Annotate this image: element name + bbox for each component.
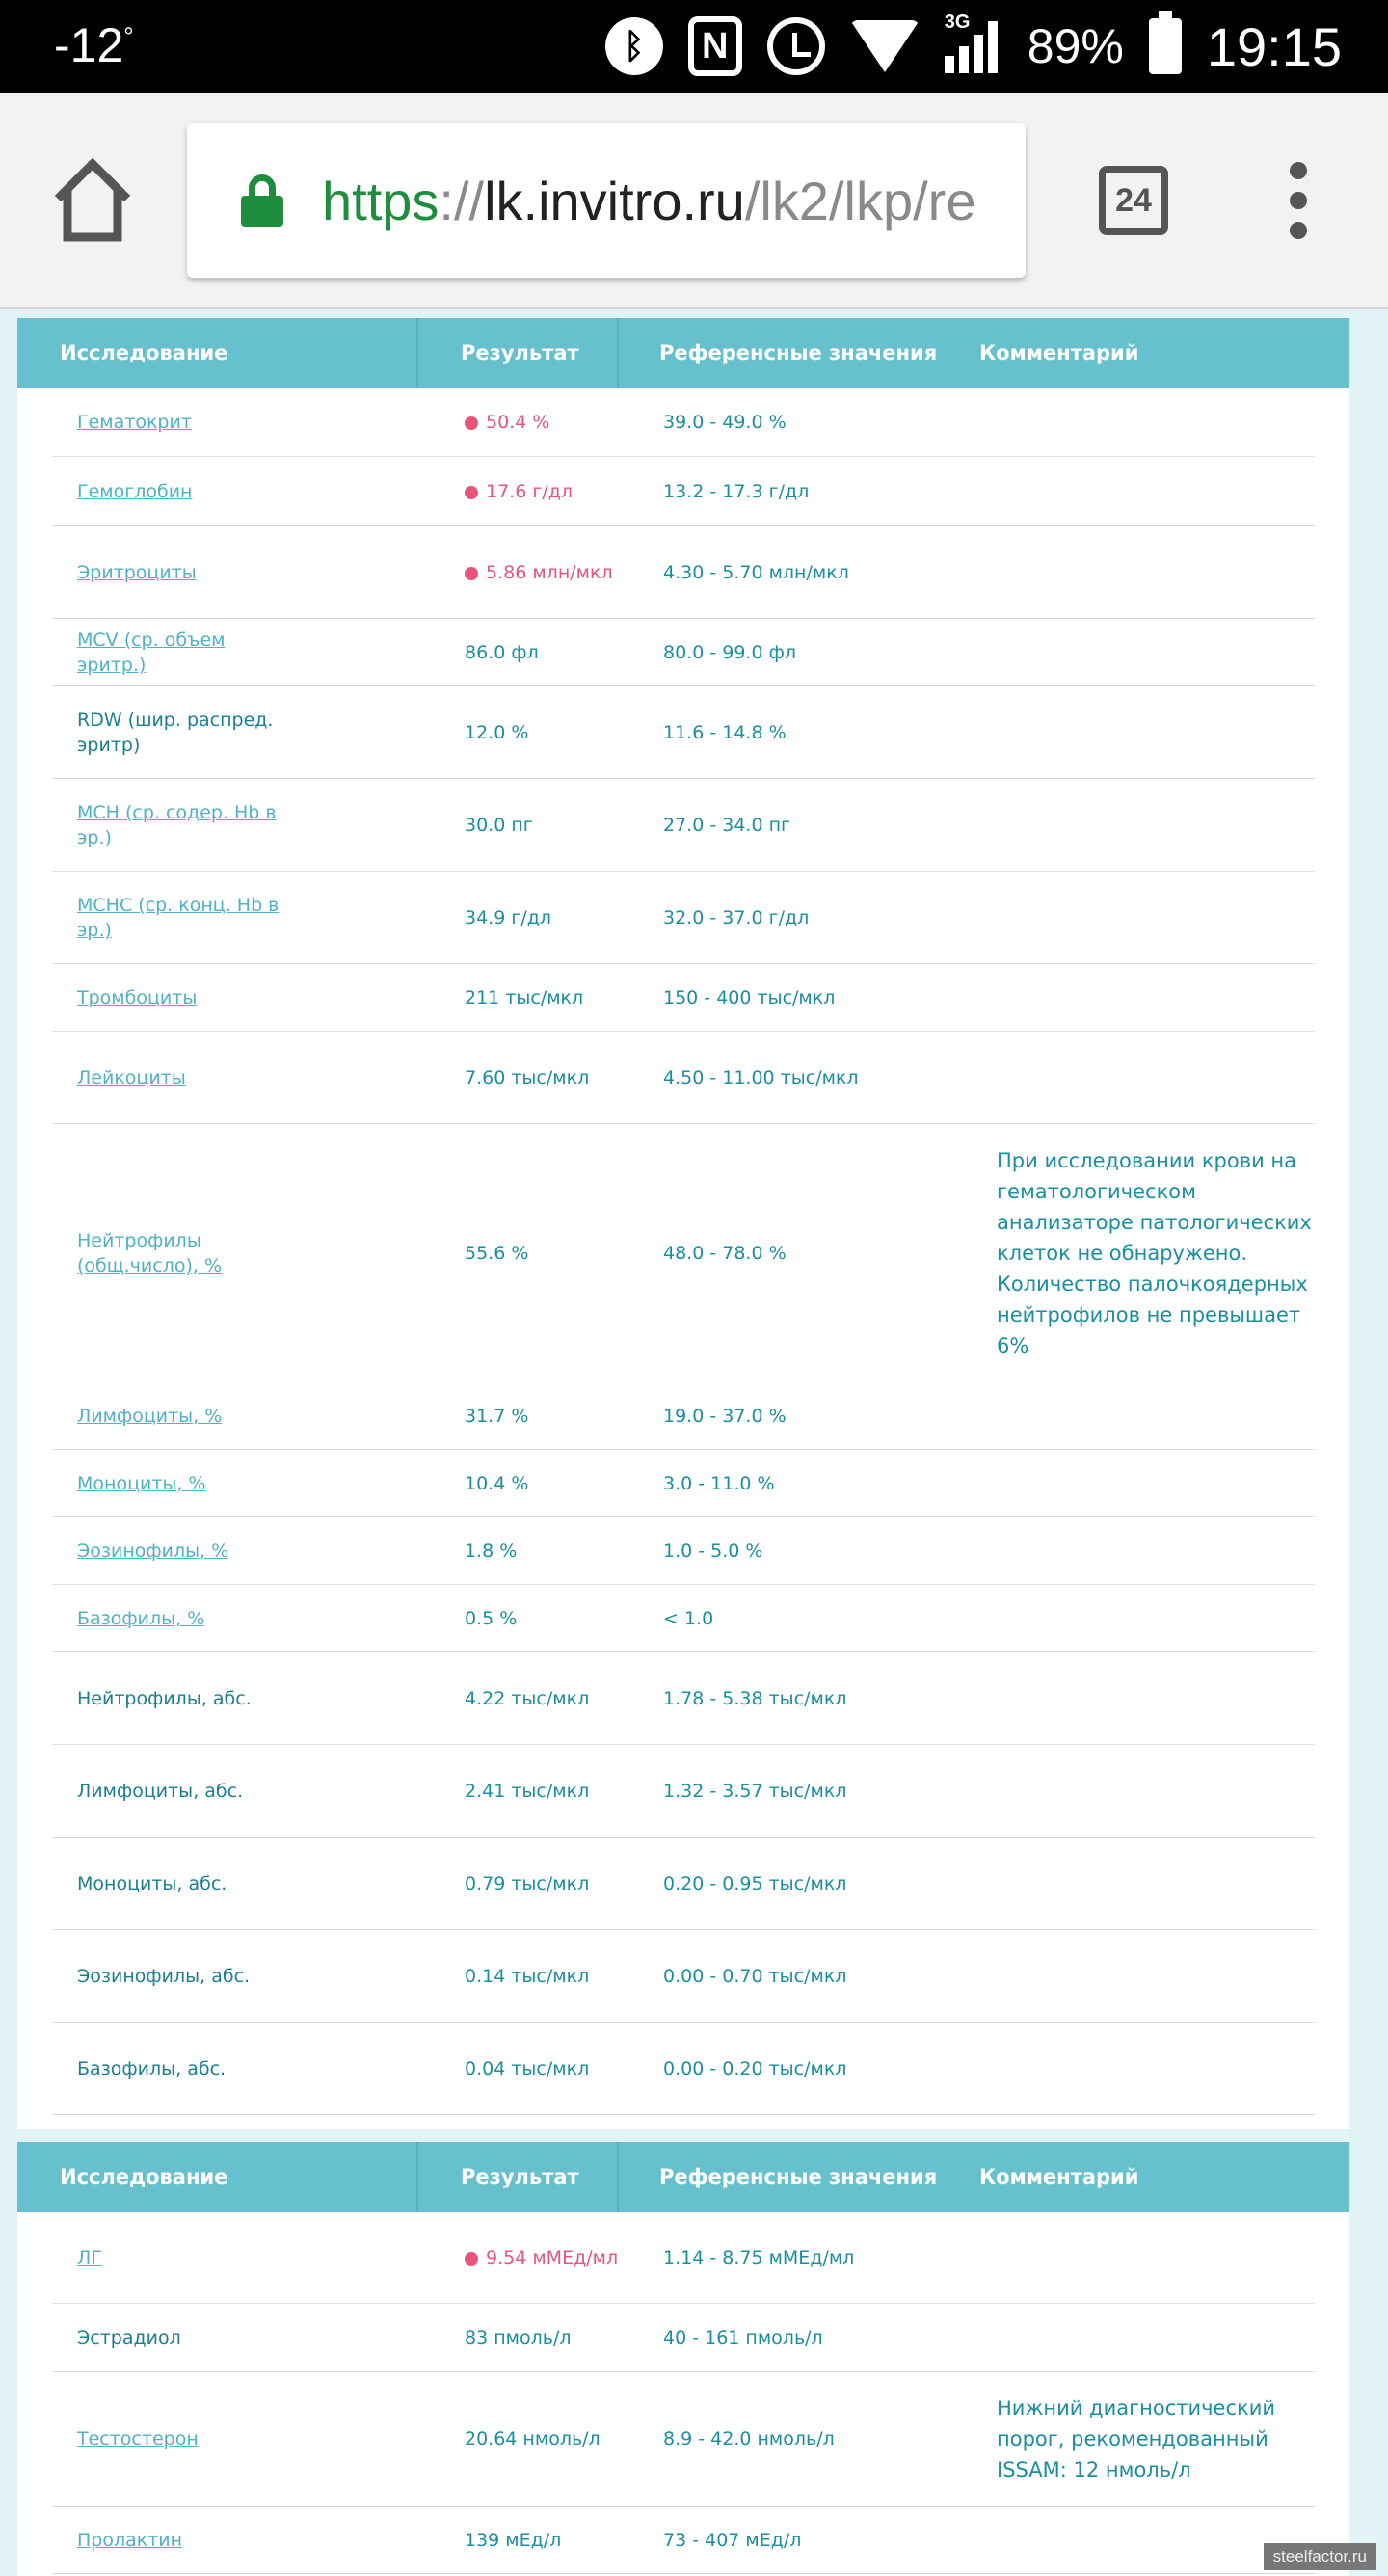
table-row xyxy=(52,1382,1315,1450)
result-value: 0.14 тыс/мкл xyxy=(465,1966,590,1987)
study-name-link[interactable]: ЛГ xyxy=(77,2247,102,2268)
reference-range: 39.0 - 49.0 % xyxy=(663,412,787,433)
table-row xyxy=(52,2212,1315,2304)
result-value: 83 пмоль/л xyxy=(465,2327,572,2348)
table-row xyxy=(52,1585,1315,1652)
more-menu-icon[interactable] xyxy=(1284,162,1313,239)
reference-range: 11.6 - 14.8 % xyxy=(663,722,787,743)
reference-range: 0.00 - 0.20 тыс/мкл xyxy=(663,2058,847,2080)
status-temperature: -12° xyxy=(54,18,134,72)
results-table-cbc xyxy=(17,318,1349,2129)
table-row xyxy=(52,1032,1315,1124)
table-header xyxy=(17,2142,1349,2212)
table-row xyxy=(52,964,1315,1032)
result-value: 30.0 пг xyxy=(465,815,533,836)
study-name: Эозинофилы, абс. xyxy=(77,1966,251,1987)
reference-range: 150 - 400 тыс/мкл xyxy=(663,987,836,1008)
study-name-link[interactable]: Гематокрит xyxy=(77,412,192,433)
table-row xyxy=(52,2372,1315,2507)
header-study: Исследование xyxy=(60,341,228,364)
table-row xyxy=(52,1124,1315,1382)
comment-text: При исследовании крови на гематологическом анализаторе патологических клеток не обнаружено. Количество палочкоядерных нейтрофилов не превышает 6% xyxy=(997,1149,1312,1357)
study-name-link[interactable]: MCHC (ср. конц. Hb в эр.) xyxy=(77,895,280,941)
result-value: 86.0 фл xyxy=(465,642,539,663)
result-value: 0.79 тыс/мкл xyxy=(465,1873,590,1894)
study-name-link[interactable]: Базофилы, % xyxy=(77,1608,205,1629)
table-row xyxy=(52,872,1315,964)
reference-range: 73 - 407 мЕд/л xyxy=(663,2530,802,2551)
page-content xyxy=(0,310,1388,2576)
study-name: Базофилы, абс. xyxy=(77,2058,227,2080)
study-name-link[interactable]: Гемоглобин xyxy=(77,481,193,502)
header-result: Результат xyxy=(461,2165,579,2188)
study-name: Моноциты, абс. xyxy=(77,1873,227,1894)
header-comment: Комментарий xyxy=(979,2165,1139,2188)
lock-icon xyxy=(241,174,283,227)
reference-range: 13.2 - 17.3 г/дл xyxy=(663,481,810,502)
table-row xyxy=(52,1652,1315,1745)
reference-range: 4.50 - 11.00 тыс/мкл xyxy=(663,1067,859,1088)
reference-range: 0.00 - 0.70 тыс/мкл xyxy=(663,1966,847,1987)
result-value-abnormal: 50.4 % xyxy=(465,410,638,435)
table-row xyxy=(52,457,1315,526)
study-name-link[interactable]: Тромбоциты xyxy=(77,987,198,1008)
result-value: 139 мЕд/л xyxy=(465,2530,562,2551)
url-text: https://lk.invitro.ru/lk2/lkp/re xyxy=(322,170,976,231)
reference-range: 1.14 - 8.75 мМЕд/мл xyxy=(663,2247,855,2268)
alarm-icon xyxy=(767,17,825,75)
header-study: Исследование xyxy=(60,2165,228,2188)
study-name-link[interactable]: Эритроциты xyxy=(77,562,197,583)
reference-range: 3.0 - 11.0 % xyxy=(663,1473,775,1494)
watermark: steelfactor.ru xyxy=(1264,2543,1376,2570)
study-name-link[interactable]: MCV (ср. объем эритр.) xyxy=(77,630,226,676)
battery-percent: 89% xyxy=(1027,19,1124,73)
study-name: Лимфоциты, абс. xyxy=(77,1781,244,1802)
table-row xyxy=(52,526,1315,619)
study-name-link[interactable]: Лейкоциты xyxy=(77,1067,186,1088)
table-rows xyxy=(17,2212,1349,2574)
reference-range: 1.32 - 3.57 тыс/мкл xyxy=(663,1781,847,1802)
study-name-link[interactable]: Лимфоциты, % xyxy=(77,1406,223,1427)
results-table-hormones xyxy=(17,2142,1349,2576)
table-row xyxy=(52,2507,1315,2574)
network-type-label: 3G xyxy=(944,12,971,33)
reference-range: 40 - 161 пмоль/л xyxy=(663,2327,823,2348)
result-value: 211 тыс/мкл xyxy=(465,987,584,1008)
header-result: Результат xyxy=(461,341,579,364)
result-value-abnormal: 17.6 г/дл xyxy=(465,479,638,504)
reference-range: 8.9 - 42.0 нмоль/л xyxy=(663,2428,835,2450)
browser-toolbar xyxy=(0,93,1388,309)
table-row xyxy=(52,2023,1315,2115)
reference-range: 0.20 - 0.95 тыс/мкл xyxy=(663,1873,847,1894)
table-header xyxy=(17,318,1349,388)
reference-range: 27.0 - 34.0 пг xyxy=(663,815,790,836)
result-value: 31.7 % xyxy=(465,1406,529,1427)
result-value: 7.60 тыс/мкл xyxy=(465,1067,590,1088)
result-value: 4.22 тыс/мкл xyxy=(465,1688,590,1709)
tab-switcher-button[interactable]: 24 xyxy=(1099,166,1168,235)
reference-range: 1.0 - 5.0 % xyxy=(663,1541,763,1562)
study-name-link[interactable]: MCH (ср. содер. Hb в эр.) xyxy=(77,802,277,848)
study-name-link[interactable]: Нейтрофилы (общ.число), % xyxy=(77,1230,223,1276)
study-name-link[interactable]: Эозинофилы, % xyxy=(77,1541,229,1562)
table-row xyxy=(52,2304,1315,2372)
table-row xyxy=(52,1450,1315,1517)
wifi-icon xyxy=(850,20,920,72)
study-name: Эстрадиол xyxy=(77,2327,181,2348)
header-comment: Комментарий xyxy=(979,341,1139,364)
study-name-link[interactable]: Пролактин xyxy=(77,2530,183,2551)
table-rows xyxy=(17,388,1349,2115)
reference-range: 48.0 - 78.0 % xyxy=(663,1243,787,1264)
study-name-link[interactable]: Тестостерон xyxy=(77,2428,199,2450)
status-icons xyxy=(580,13,1342,79)
signal-icon xyxy=(944,12,1002,73)
status-time: 19:15 xyxy=(1206,15,1342,77)
reference-range: 19.0 - 37.0 % xyxy=(663,1406,787,1427)
home-icon xyxy=(50,156,135,245)
result-value: 34.9 г/дл xyxy=(465,907,552,928)
table-row xyxy=(52,1838,1315,1930)
study-name-link[interactable]: Моноциты, % xyxy=(77,1473,206,1494)
battery-icon xyxy=(1149,18,1182,74)
status-bar xyxy=(0,0,1388,93)
bluetooth-icon: ᛒ xyxy=(605,17,663,75)
reference-range: 32.0 - 37.0 г/дл xyxy=(663,907,810,928)
result-value: 0.04 тыс/мкл xyxy=(465,2058,590,2080)
result-value: 10.4 % xyxy=(465,1473,529,1494)
reference-range: < 1.0 xyxy=(663,1608,714,1629)
comment-text: Нижний диагностический порог, рекомендованный ISSAM: 12 нмоль/л xyxy=(997,2397,1275,2482)
table-row xyxy=(52,1517,1315,1585)
table-row xyxy=(52,1745,1315,1838)
home-button[interactable] xyxy=(50,156,135,245)
result-value: 2.41 тыс/мкл xyxy=(465,1781,590,1802)
result-value-abnormal: 5.86 млн/мкл xyxy=(465,560,638,585)
result-value: 55.6 % xyxy=(465,1243,529,1264)
result-value: 20.64 нмоль/л xyxy=(465,2428,601,2450)
header-reference: Референсные значения xyxy=(659,341,938,364)
reference-range: 80.0 - 99.0 фл xyxy=(663,642,796,663)
header-reference: Референсные значения xyxy=(659,2165,938,2188)
result-value: 12.0 % xyxy=(465,722,529,743)
result-value: 1.8 % xyxy=(465,1541,518,1562)
nfc-icon: N xyxy=(688,16,742,76)
table-row xyxy=(52,388,1315,457)
reference-range: 4.30 - 5.70 млн/мкл xyxy=(663,562,849,583)
study-name: RDW (шир. распред. эритр) xyxy=(77,710,274,756)
reference-range: 1.78 - 5.38 тыс/мкл xyxy=(663,1688,847,1709)
study-name: Нейтрофилы, абс. xyxy=(77,1688,252,1709)
result-value-abnormal: 9.54 мМЕд/мл xyxy=(465,2245,638,2270)
table-row xyxy=(52,1930,1315,2023)
table-row xyxy=(52,686,1315,779)
url-bar[interactable] xyxy=(187,123,1026,278)
table-row xyxy=(52,619,1315,686)
result-value: 0.5 % xyxy=(465,1608,518,1629)
table-row xyxy=(52,779,1315,872)
